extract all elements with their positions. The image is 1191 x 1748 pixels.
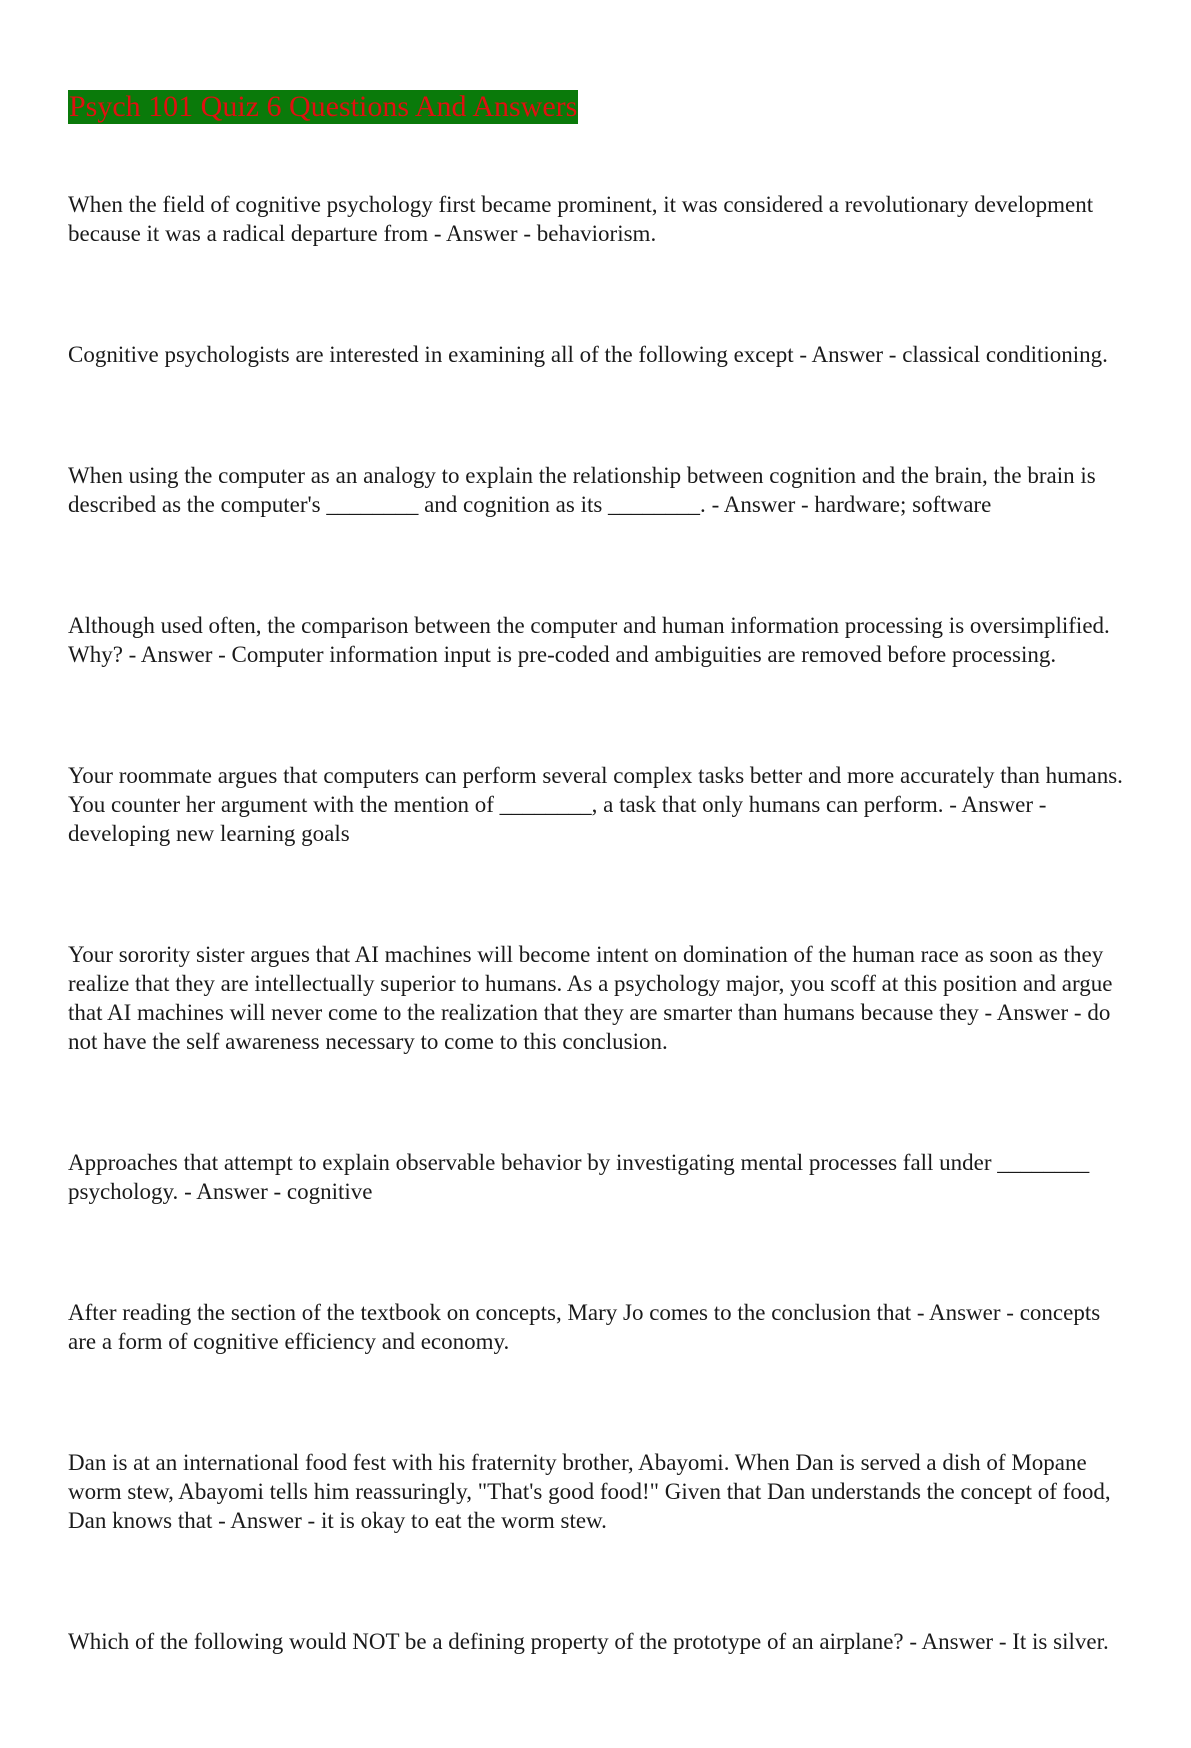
answer-separator: - Answer - xyxy=(911,1300,1020,1325)
qa-item-8 xyxy=(68,1298,1128,1356)
title-block xyxy=(68,90,578,124)
question-text: When the field of cognitive psychology first became prominent, it was considered a revolutionary development because it was a radical departure from xyxy=(68,192,1094,246)
answer-text: it is okay to eat the worm stew. xyxy=(320,1508,607,1533)
answer-text: developing new learning goals xyxy=(68,821,350,846)
answer-text: It is silver. xyxy=(1012,1629,1109,1654)
answer-text: Computer information input is pre-coded and ambiguities are removed before processing. xyxy=(231,642,1057,667)
qa-item-7 xyxy=(68,1148,1128,1206)
question-text: Which of the following would NOT be a defining property of the prototype of an airplane? xyxy=(68,1629,904,1654)
qa-item-9 xyxy=(68,1448,1128,1535)
qa-item-5 xyxy=(68,761,1128,848)
document-title: Psych 101 Quiz 6 Questions And Answers xyxy=(69,90,578,123)
question-text: Cognitive psychologists are interested in examining all of the following except xyxy=(68,342,794,367)
qa-item-3 xyxy=(68,461,1128,519)
answer-separator: - Answer - xyxy=(178,1179,287,1204)
qa-item-2 xyxy=(68,340,1128,369)
question-text: Although used often, the comparison between the computer and human information processing is oversimplified. Why? xyxy=(68,613,1110,667)
question-text: Dan is at an international food fest with his fraternity brother, Abayomi. When Dan is served a dish of Mopane worm stew, Abayomi tells him reassuringly, "That's good food!" Given that Dan understands the concept of food, Dan knows that xyxy=(68,1450,1111,1533)
answer-separator: - Answer - xyxy=(428,221,537,246)
answer-text: cognitive xyxy=(286,1179,373,1204)
answer-text: concepts are a form of cognitive efficiency and economy. xyxy=(68,1300,1101,1354)
question-text: When using the computer as an analogy to explain the relationship between cognition and the brain, the brain is described as the computer's ________ and cognition as its ________. xyxy=(68,463,1096,517)
question-text: Your roommate argues that computers can perform several complex tasks better and more accurately than humans. You counter her argument with the mention of ________, a task that only humans can perform. xyxy=(68,763,1123,817)
answer-separator: - Answer - xyxy=(793,342,903,367)
answer-separator: - Answer - xyxy=(212,1508,321,1533)
answer-separator: - Answer - xyxy=(978,1000,1088,1025)
answer-text: behaviorism. xyxy=(536,221,657,246)
answer-separator: - Answer - xyxy=(122,642,232,667)
question-text: Approaches that attempt to explain observable behavior by investigating mental processes fall under ________ psychology. xyxy=(68,1150,1090,1204)
answer-separator: - Answer - xyxy=(705,492,815,517)
answer-text: do not have the self awareness necessary to come to this conclusion. xyxy=(68,1000,1111,1054)
answer-separator: - Answer - xyxy=(903,1629,1013,1654)
qa-list xyxy=(68,190,1128,1748)
qa-item-10 xyxy=(68,1627,1128,1656)
question-text: Your sorority sister argues that AI machines will become intent on domination of the human race as soon as they realize that they are intellectually superior to humans. As a psychology major, you scoff at this position and argue that AI machines will never come to the realization that they are smarter than humans because they xyxy=(68,942,1113,1025)
qa-item-1 xyxy=(68,190,1128,248)
answer-text: hardware; software xyxy=(814,492,992,517)
answer-text: classical conditioning. xyxy=(902,342,1108,367)
answer-separator: - Answer - xyxy=(943,792,1047,817)
question-text: After reading the section of the textbook on concepts, Mary Jo comes to the conclusion that xyxy=(68,1300,912,1325)
qa-item-4 xyxy=(68,611,1128,669)
qa-item-6 xyxy=(68,940,1128,1056)
